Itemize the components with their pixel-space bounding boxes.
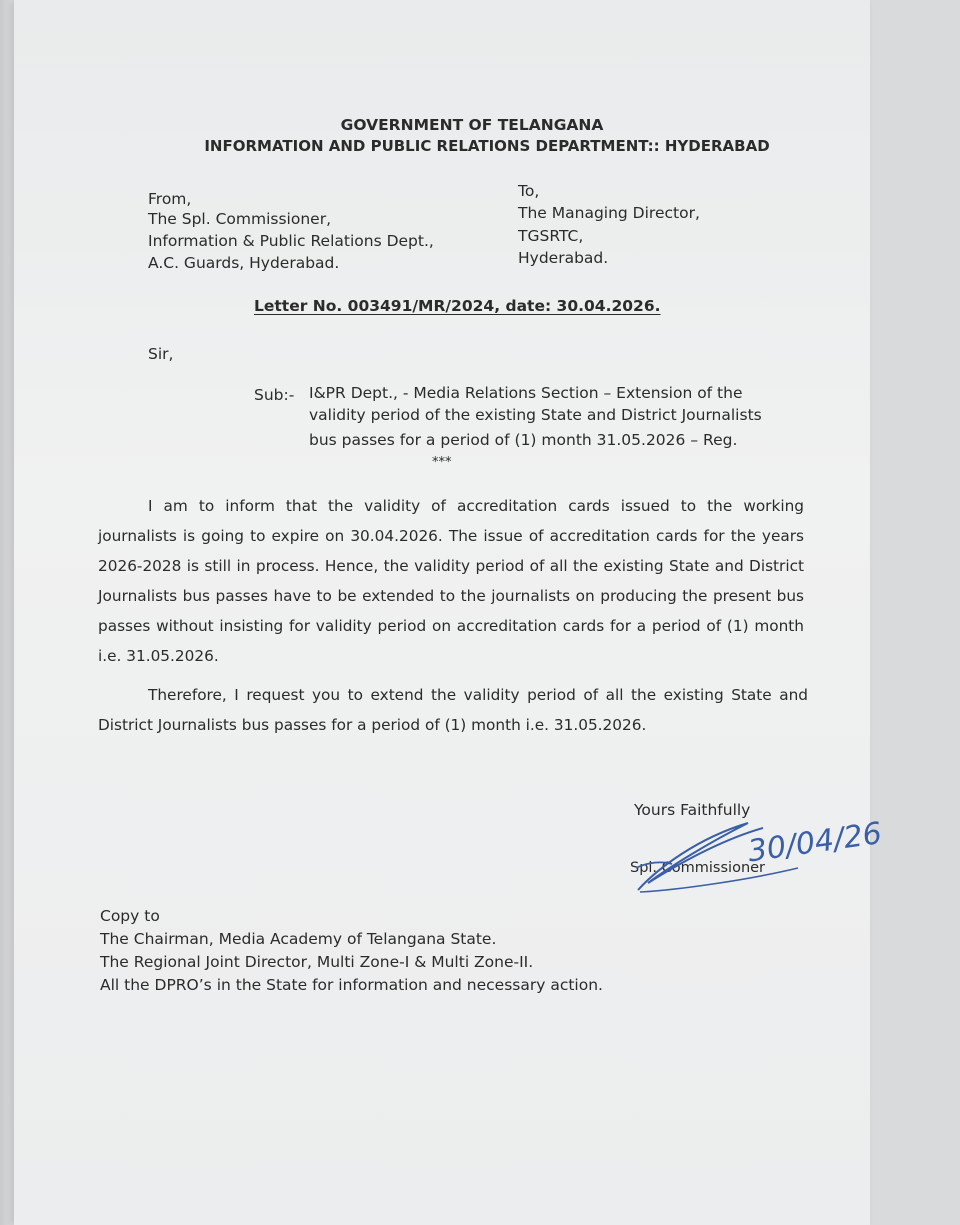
to-line: The Managing Director, <box>518 204 700 222</box>
body-paragraph-1: I am to inform that the validity of accreditation cards issued to the working journalists is going to expire on 30.04.2026. The issue of accreditation cards for the years 2026-2028 is still in process. Hence, the validity period of all the existing State and District Journalists bus passes have to be extended to the journalists on producing the present bus passes without insisting for validity period on accreditation cards for a period of (1) month i.e. 31.05.2026. <box>98 497 804 665</box>
subject-prefix: Sub:- <box>254 386 295 404</box>
subject-line: bus passes for a period of (1) month 31.05.2026 – Reg. <box>309 431 738 449</box>
letter-sheet <box>14 0 885 1225</box>
salutation: Sir, <box>148 345 174 363</box>
from-line: Information & Public Relations Dept., <box>148 232 434 250</box>
letter-number: Letter No. 003491/MR/2024, date: 30.04.2026. <box>254 297 661 315</box>
copy-to-line: The Chairman, Media Academy of Telangana State. <box>100 930 497 948</box>
from-line: A.C. Guards, Hyderabad. <box>148 254 340 272</box>
header-government: GOVERNMENT OF TELANGANA <box>340 116 604 134</box>
to-line: TGSRTC, <box>518 227 584 245</box>
copy-to-line: The Regional Joint Director, Multi Zone-I & Multi Zone-II. <box>100 953 534 971</box>
closing-designation: Spl. Commissioner <box>630 860 766 876</box>
signature-mark <box>628 798 885 898</box>
subject-separator: *** <box>432 455 452 470</box>
copy-to-line: All the DPRO’s in the State for information and necessary action. <box>100 976 603 994</box>
copy-to-label: Copy to <box>100 907 160 925</box>
page-edge <box>0 0 14 1225</box>
to-line: Hyderabad. <box>518 249 609 267</box>
header-department: INFORMATION AND PUBLIC RELATIONS DEPARTMENT:: HYDERABAD <box>204 137 770 155</box>
from-label: From, <box>148 190 192 208</box>
to-label: To, <box>518 182 540 200</box>
from-line: The Spl. Commissioner, <box>148 210 332 228</box>
subject-line: I&PR Dept., - Media Relations Section – Extension of the <box>309 384 743 402</box>
closing-yours-faithfully: Yours Faithfully <box>634 801 751 819</box>
signature-date: 30/04/26 <box>745 815 885 870</box>
subject-line: validity period of the existing State and District Journalists <box>309 406 762 424</box>
body-paragraph-2: Therefore, I request you to extend the validity period of all the existing State and District Journalists bus passes for a period of (1) month i.e. 31.05.2026. <box>98 686 808 734</box>
